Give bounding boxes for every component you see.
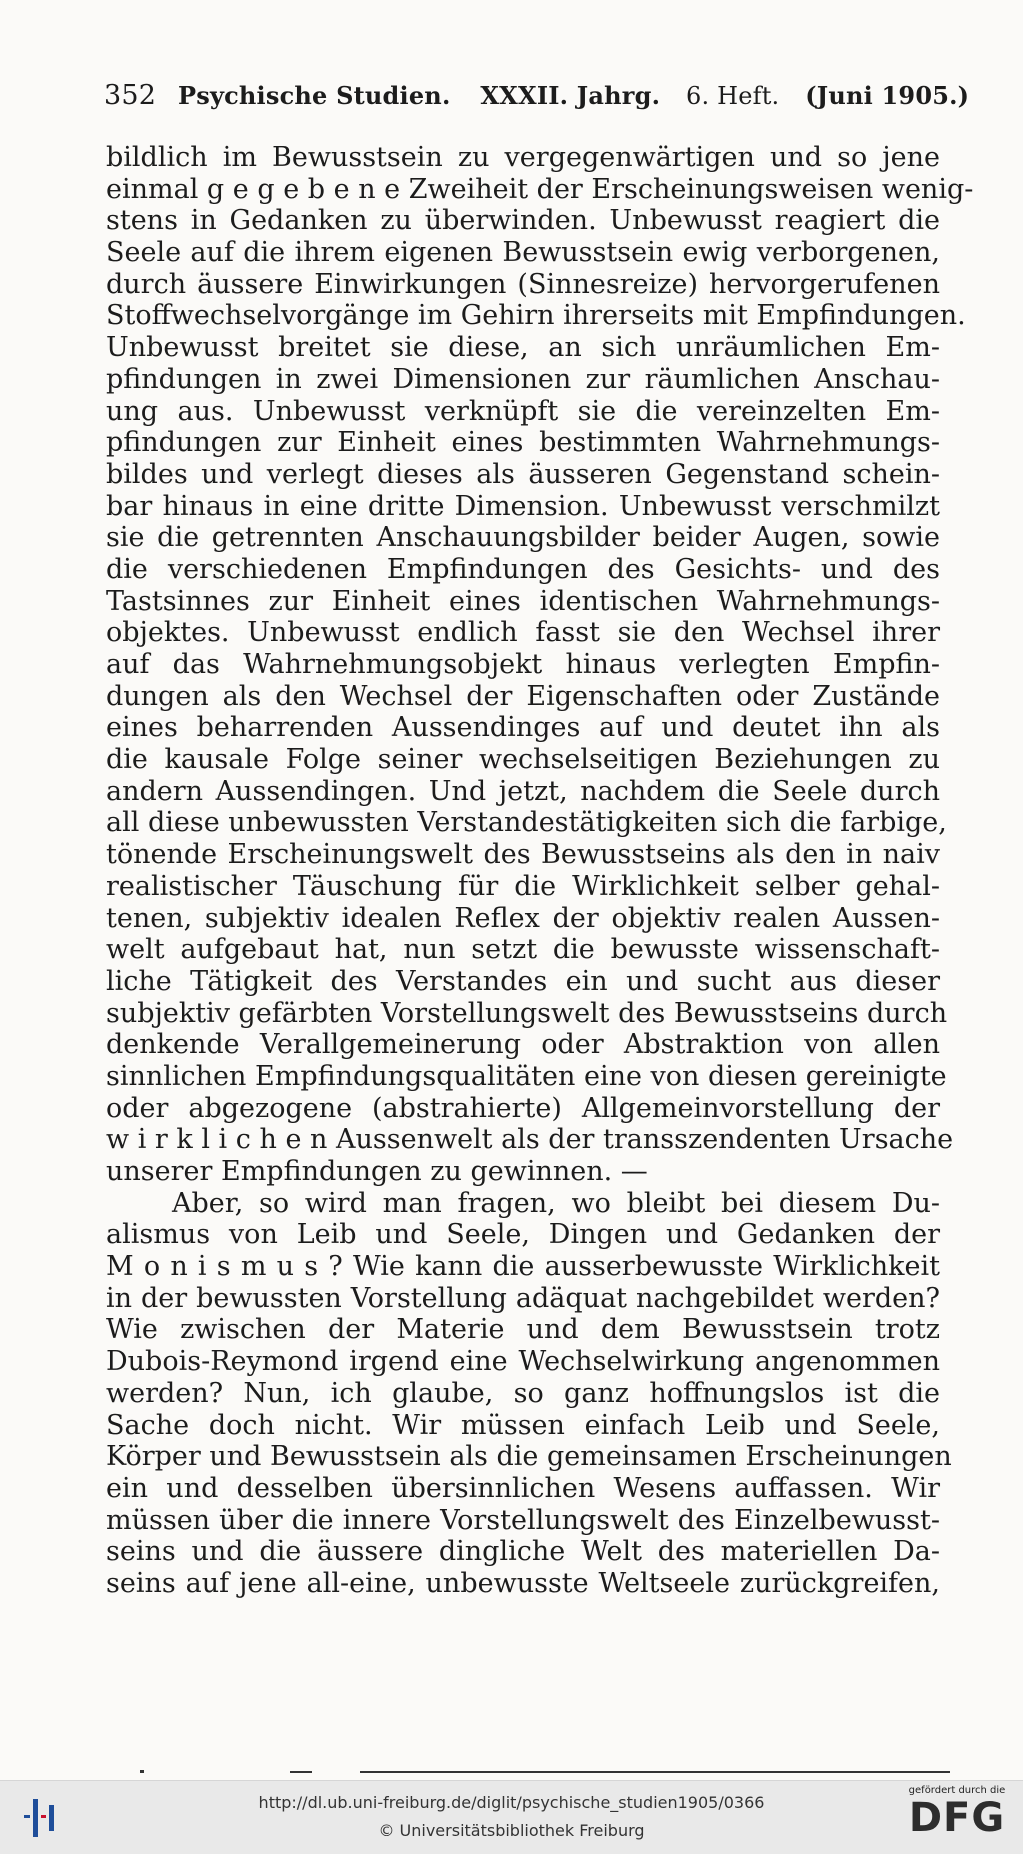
text-line: müssen über die innere Vorstellungswelt des Einzelbewusst- — [106, 1504, 940, 1536]
text-line: Dubois-Reymond irgend eine Wechselwirkung angenommen — [106, 1346, 940, 1378]
page-bottom-rule — [140, 1770, 950, 1774]
text-line: Sache doch nicht. Wir müssen einfach Leib und Seele, — [106, 1409, 940, 1441]
text-line: bildlich im Bewusstsein zu vergegenwärtigen und so jene — [106, 142, 940, 173]
text-line: dungen als den Wechsel der Eigenschaften oder Zustände — [106, 680, 940, 712]
text-line: denkende Verallgemeinerung oder Abstraktion von allen — [106, 1029, 940, 1061]
text-line: werden? Nun, ich glaube, so ganz hoffnungslos ist die — [106, 1377, 940, 1409]
rule-long-line — [360, 1771, 950, 1773]
text-line: tenen, subjektiv idealen Reflex der objektiv realen Aussen- — [106, 902, 940, 934]
text-line: stens in Gedanken zu überwinden. Unbewusst reagiert die — [106, 205, 940, 237]
page-number: 352 — [104, 80, 157, 111]
text-line: bar hinaus in eine dritte Dimension. Unbewusst verschmilzt — [106, 490, 940, 522]
text-line: sie die getrennten Anschauungsbilder beider Augen, sowie — [106, 522, 940, 554]
text-line: die verschiedenen Empfindungen des Gesichts- und des — [106, 553, 940, 585]
text-line: sinnlichen Empfindungsqualitäten eine von diesen gereinigte — [106, 1060, 947, 1092]
text-line: Wie zwischen der Materie und dem Bewusstsein trotz — [106, 1314, 940, 1346]
volume-label: XXXII. Jahrg. — [480, 81, 661, 110]
rule-short-dash — [290, 1771, 312, 1773]
issue-label: 6. Heft. — [685, 82, 780, 110]
text-line: Stoffwechselvorgänge im Gehirn ihrerseits mit Empfindungen. — [106, 300, 966, 332]
text-line: Tastsinnes zur Einheit eines identischen Wahrnehmungs- — [106, 585, 940, 617]
text-line: seins auf jene all-eine, unbewusste Weltseele zurückgreifen, — [106, 1567, 940, 1599]
viewer-footer — [0, 1780, 1023, 1854]
dfg-logo — [899, 1785, 1015, 1851]
journal-title: Psychische Studien. — [177, 81, 451, 110]
text-line: welt aufgebaut hat, nun setzt die bewusste wissenschaft- — [106, 934, 940, 966]
text-line: w i r k l i c h e n Aussenwelt als der transszendenten Ursache — [106, 1124, 954, 1156]
issue-date: (Juni 1905.) — [805, 81, 970, 110]
permalink-url[interactable]: http://dl.ub.uni-freiburg.de/diglit/psychische_studien1905/0366 — [258, 1793, 765, 1812]
text-line: objektes. Unbewusst endlich fasst sie den Wechsel ihrer — [106, 617, 940, 649]
copyright-notice: © Universitätsbibliothek Freiburg — [378, 1821, 645, 1840]
text-line: einmal g e g e b e n e Zweiheit der Erscheinungsweisen wenig- — [106, 173, 974, 205]
dfg-caption: gefördert durch die — [908, 1785, 1006, 1796]
text-line: M o n i s m u s ? Wie kann die ausserbewusste Wirklichkeit — [106, 1251, 940, 1283]
text-line-paragraph-end: unserer Empfindungen zu gewinnen. — — [106, 1156, 648, 1187]
text-line: oder abgezogene (abstrahierte) Allgemeinvorstellung der — [106, 1092, 940, 1124]
text-line: in der bewussten Vorstellung adäquat nachgebildet werden? — [106, 1282, 940, 1314]
text-line: Seele auf die ihrem eigenen Bewusstsein ewig verborgenen, — [106, 237, 940, 269]
dfg-wordmark: DFG — [908, 1795, 1006, 1841]
text-line: subjektiv gefärbten Vorstellungswelt des Bewusstseins durch — [106, 997, 948, 1029]
text-line: realistischer Täuschung für die Wirklichkeit selber gehal- — [106, 870, 940, 902]
text-line: pfindungen in zwei Dimensionen zur räumlichen Anschau- — [106, 363, 940, 395]
text-line: auf das Wahrnehmungsobjekt hinaus verlegten Empfin- — [106, 649, 940, 680]
text-line: Körper und Bewusstsein als die gemeinsamen Erscheinungen — [106, 1441, 952, 1473]
text-line-paragraph-start: Aber, so wird man fragen, wo bleibt bei diesem Du- — [172, 1187, 940, 1219]
text-line: ein und desselben übersinnlichen Wesens auffassen. Wir — [106, 1472, 940, 1504]
text-line: pfindungen zur Einheit eines bestimmten Wahrnehmungs- — [106, 427, 940, 459]
text-line: seins und die äussere dingliche Welt des materiellen Da- — [106, 1536, 940, 1568]
text-line: ung aus. Unbewusst verknüpft sie die vereinzelten Em- — [106, 395, 940, 427]
text-line: liche Tätigkeit des Verstandes ein und sucht aus dieser — [106, 965, 940, 997]
text-line: durch äussere Einwirkungen (Sinnesreize) hervorgerufenen — [106, 268, 940, 300]
body-text — [106, 142, 974, 1600]
text-line: tönende Erscheinungswelt des Bewusstseins als den in naiv — [106, 839, 940, 871]
text-line: Unbewusst breitet sie diese, an sich unräumlichen Em- — [106, 332, 940, 364]
text-line: alismus von Leib und Seele, Dingen und Gedanken der — [106, 1219, 940, 1251]
text-line: eines beharrenden Aussendinges auf und deutet ihn als — [106, 712, 940, 744]
text-line: andern Aussendingen. Und jetzt, nachdem die Seele durch — [106, 775, 940, 807]
rule-dot — [140, 1770, 144, 1773]
text-line: all diese unbewussten Verstandestätigkeiten sich die farbige, — [106, 807, 947, 839]
text-line: bildes und verlegt dieses als äusseren Gegenstand schein- — [106, 458, 940, 490]
text-line: die kausale Folge seiner wechselseitigen Beziehungen zu — [106, 744, 940, 776]
running-header — [104, 80, 970, 111]
